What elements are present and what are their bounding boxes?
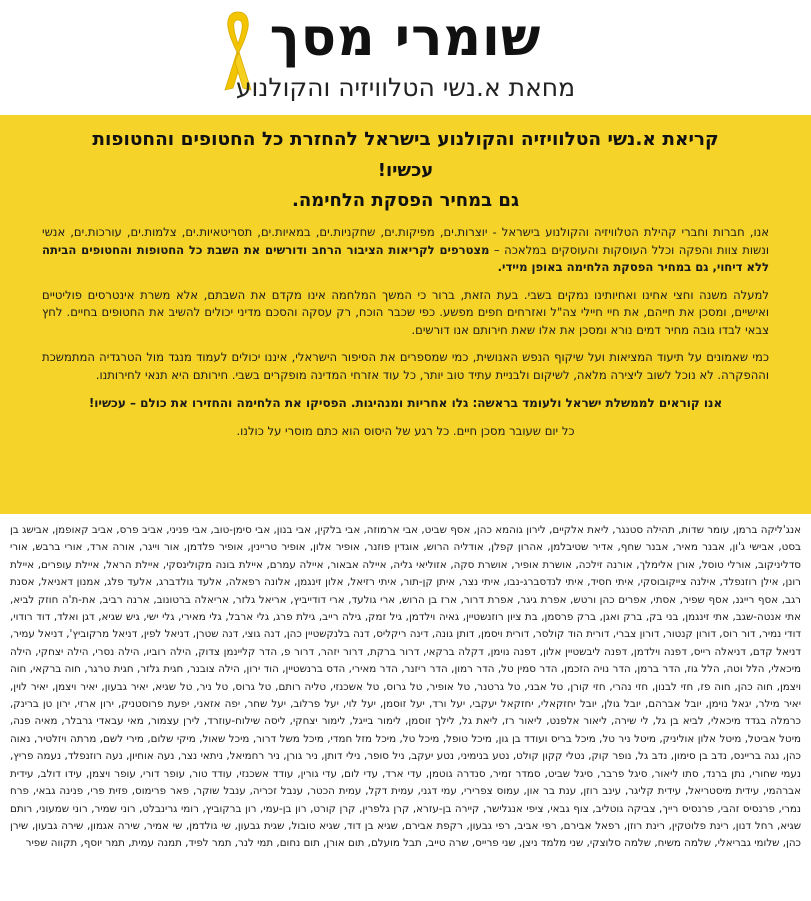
petition-closing: כל יום שעובר מסכן חיים. כל רגע של היסוס הוא כתם מוסרי על כולנו. xyxy=(236,424,575,438)
petition-heading: קריאת א.נשי הטלוויזיה והקולנוע בישראל להחזרת כל החטופים והחטופות xyxy=(92,129,719,150)
petition-heading-now: עכשיו! xyxy=(377,160,434,181)
page-title: שומרי מסך xyxy=(269,8,542,68)
signatories-list: אנג'ליקה ברמן, עומר שדות, תהילה סטנגר, ליאת אלקיים, לירון גוהמא כהן, אסף שביט, אבי ארמוזה, אבי בלקין, אבי בנון, אבי סימן-טוב, אבי פניני, אביב פרס, אביב קאופמן, אבישג בן בסט, אבישי ג'ון, אבנר מאיר, אבנר שחף, אדיר שטיבלמן, אהרון קפלן, אודליה הרוש, אוגדין פוזנר, אופיר אלון, אופיר טריינין, אופיר פלדמן, אור וייגר, אורה ארד, אורי ברבש, אורי סדליניקוב, אורלי טוסל, אורן אלימלך, אורנה זילכה, אושרת אופיר, אושרת סקה, אזוליאי גליה, איילה אבאור, איילה עמרם, איילת בונה מקולינסקי, איילת הראל, איילת עופרים, איילת רונן, אילן רוזנפלד, אילנה צייקובוסקי, איתי חסיד, איתי לנדסברג-נבו, איתי נצר, איתן קן-תור, איתי רזיאל, אלון זינגמן, אלונה רפאלה, אלעד גולדברג, אלעד פלג, אמנון דאניאל, אסנת רגב, אסף רייגנ, אסף שפיר, אסתי, אפרים כהן ורטש, אפרת גיגר, אפרת דרור, ארז בן הרוש, ארי גולעד, ארי דודייביץ, אריאל גלזר, אריאלה ברטונוב, ארנה רביב, את-ת'ה חוזק לביא, אתי אנטה-שגב, אתי זינגמן, בני בק, ברק ואגן, ברק פרסמן, בת ציון רוזנשטיין, גאיה וילדמן, גיל זמק, גילה רייב, גילת פרג, גלי ארבל, גלי מאירי, גלי ישי, גיש שגיא, דגן ואלד, דוד רודוי, דודי נמיר, דור רוס, דורון קנטור, דורון צברי, דורית הוד קולסר, דורית ויסמן, דותן גונה, דינה ריקליס, דנה בלנקשטיין כהן, דנה גוצי, דנה שטרן, דניאל לפין, דניאל מרקוביץ', דניאל עמיר, דניאל קדם, דניאלה רייס, דפנה וילדמן, דפנה ליבשטיין אלון, דפנה נוימן, דקלה ברקאי, דרור ברקת, דרור יזהר, דרור פ, הדר קליינמן צדוק, הילה רוביו, הילה נסרי, הילה יצחקי, הילה מיכאלי, הלל וטה, הלל גוז, הדר ברמן, הדר נויה הזכמן, הדר סמין טל, הדר רמון, הדר ריזנר, הדר מאירי, הדס ברנשטיין, הוד ירון, הילה צובנר, חגית גלזר, חגית טרגר, חוה ברקאי, חוה ויצמן, חוה כהן, חוה פז, חזי לבנון, חזי נהרי, חזי קורן, טל אבני, טל גרטנר, טל אופיר, טל גרוס, טל אשכנזי, טליה רותם, טל גרוס, טל ניר, טל שגיא, יאיר גבעון, יאיר ויצמן, יאיר לוין, יאיר מילר, יגאל נוימן, יובל אברהם, יובל גולן, יובל יחזקאלי, יחזקאל יעקבי, יעל ורד, יעל זוסמן, יעל לוי, יעל פרלוב, יעל שחר, יפה אזאני, יפעת פרוסטניק, ירון ארזי, ירון טן ברינק, כרמלה בגדד מיכאלי, לביא בן גל, לי שירה, ליאור אלפנט, ליאור רז, ליאת גל, לילך זוסמן, לימור בייגל, לימור יצחקי, ליסה שילוח-עוזרד, לירן עצמור, מאי עבאדי גרבלר, מאיה פנה, מיטל אביטל, מיטל אלון אוליניק, מיטל ניר טל, מיכל בריס ועודד בן גון, מיכל טופל, מיכל טל, מיכל מזל חמדי, מיכל משל דרור, מיכל שאול, מיקי שלום, מירי לשם, מרתה ויזלטיר, נאוה כהן, נגה בריינס, נדב בן סימון, נדב גל, נופר קוק, נטלי קקון קולט, נטע בנימיני, נטע יעקב, ניל סופר, נילי דותן, ניר גורן, ניר רחמיאל, ניתאי נצר, נעה אוחיון, נעה רוזנפלד, נעמה פריץ, נעמי שחורי, נתן ברנד, סתו ליאור, סיגל פרבר, סיגל שביט, סמדר זמיר, סנדרה גוטמן, עדי ארד, עדי לום, עדי גורין, עודד אשכנזי, עודד טור, עופר דורי, עופר ויצמן, עידו דולב, עידית אברהמי, עידית מיסטריאל, עידית קליגר, עינב רוזן, ענת בר און, עמוס צפרירי, עמי דגני, עמית דקל, עמית הכטר, ענבל זכריה, ענבל שוקר, פאר פרימוס, פזית פרי, פנינה גבאי, פרח נמרי, פרנסיס זהבי, פרנסיס רייך, צביקה גוטליב, צוף גבאי, ציפי אנגלישר, קיירה בן-עזרא, קרן גלפרין, קרן קורט, רון בן-עמי, רון ברקוביץ, רומי גרינבלט, רוני שמיר, רוני שמעוני, רותם שגיא, רחל דנון, רינת פלוטקין, רינת רוזן, רפאל אבירם, רפי אביב, רפי גבעון, רקפת אבירם, שגיא בן דוד, שגיא טובול, שגית גבעון, שי גולדמן, שי אמיר, שירה אגמון, שירה גבעון, שירן כהן, שלומי גבריאלי, שלמה משיח, שלמה סלוצקי, שני מלמד ניצן, שני פרייס, שרה טייב, תבל מועלם, תום אורן, תום נחום, תמי לנר, תמר לפיד, תמנה עמית, תמר יוסף, תקווה שפיר xyxy=(10,524,801,850)
header xyxy=(0,0,811,115)
paragraph-1-bold-text: מצטרפים לקריאות הציבור הרחב ודורשים את השבת כל החטופות והחטופים הביתה ללא דיחוי, גם במחיר הפסקת הלחימה באופן מיידי. xyxy=(42,242,769,274)
petition-paragraph-2: למעלה משנה וחצי אחינו ואחיותינו נמקים בשבי. בעת הזאת, ברור כי המשך המלחמה אינו מקדם את השבתם, אלא משרת אינטרסים פוליטיים ואישיים, ומסכן את חייהם, את חיי חיילי צה"ל ואזרחים חפים מפשע. כפי שכבר הוכח, רק עסקה והסכם מדיני יכולים להשיב את החטופים בחיים. לחץ צבאי לבדו גובה מחיר דמים נורא ומסכן את אלו שאת חירותם אנו דורשים. xyxy=(42,287,769,337)
petition-paragraph-1 xyxy=(42,224,769,277)
petition-box xyxy=(0,115,811,514)
paragraph-1-text: אנו, חברות וחברי קהילת הטלוויזיה והקולנוע בישראל - יוצרות.ים, מפיקות.ים, שחקניות.ים, במאיות.ים, תסריטאיות.ים, צלמות.ים, עורכות.ים, אנשי ונשות צוות והפקה וכלל העוסקות והעוסקים במלאכה – xyxy=(42,225,769,257)
page-subtitle: מחאת א.נשי הטלוויזיה והקולנוע xyxy=(235,73,576,102)
petition-paragraph-3: כמי שאמונים על תיעוד המציאות ועל שיקוף הנפש האנושית, כמי שמספרים את הסיפור הישראלי, איננו יכולים לעמוד מנגד מול הטרגדיה המתמשכת וההפקרה. לא נוכל לשוב ליצירה מלאה, לשיקום ולבניית עתיד טוב יותר, כל עוד אזרחי המדינה מופקרים בשבי. חירותם היא תנאי לחירותנו. xyxy=(42,350,769,382)
petition-call-to-action: אנו קוראים לממשלת ישראל ולעומד בראשה: גלו אחריות ומנהיגות. הפסיקו את הלחימה והחזירו את כולם – עכשיו! xyxy=(88,396,723,410)
petition-heading-ceasefire: גם במחיר הפסקת הלחימה. xyxy=(291,190,520,211)
